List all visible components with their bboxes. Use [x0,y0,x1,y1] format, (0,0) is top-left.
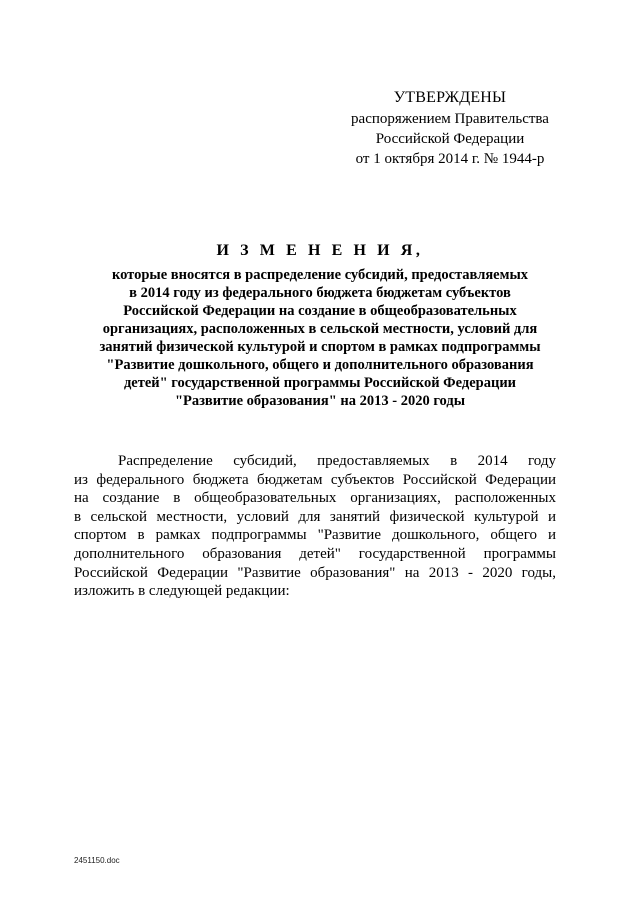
approval-line-2: Российской Федерации [375,131,525,147]
approval-line-3: от 1 октября 2014 г. № 1944-р [355,151,545,167]
subheading-line: которые вносятся в распределение субсидий, предоставляемых [111,267,529,283]
document-subheading [60,266,580,410]
approval-line-1: распоряжением Правительства [351,111,549,127]
paragraph-line: в сельской местности, условий для занятий физической культурой и [74,508,556,525]
approval-title: УТВЕРЖДЕНЫ [393,89,507,106]
subheading-line: в 2014 году из федерального бюджета бюджетам субъектов [129,285,511,301]
footer-doc-id: 2451150.doc [74,856,120,865]
subheading-line: занятий физической культурой и спортом в рамках подпрограммы [99,339,541,355]
paragraph-line: Российской Федерации "Развитие образования" на 2013 - 2020 годы, [74,564,556,581]
document-title-block [60,240,580,410]
paragraph-line: на создание в общеобразовательных организациях, расположенных [74,490,556,507]
subheading-line: "Развитие дошкольного, общего и дополнительного образования [106,357,534,373]
paragraph-line: дополнительного образования детей" государственной программы [74,545,556,562]
paragraph-line: из федерального бюджета бюджетам субъектов Российской Федерации [74,471,556,488]
subheading-line: детей" государственной программы Российской Федерации [123,375,517,391]
paragraph-line: спортом в рамках подпрограммы "Развитие дошкольного, общего и [74,527,556,544]
subheading-line: Российской Федерации на создание в общеобразовательных [123,303,517,319]
paragraph-line: Распределение субсидий, предоставляемых в 2014 году [118,453,556,469]
subheading-line: "Развитие образования" на 2013 - 2020 годы [174,393,466,409]
document-heading: И З М Е Н Е Н И Я, [216,242,424,259]
approval-stamp [340,88,560,169]
body-paragraph [74,452,556,601]
paragraph-line: изложить в следующей редакции: [74,583,290,600]
subheading-line: организациях, расположенных в сельской местности, условий для [102,321,538,337]
